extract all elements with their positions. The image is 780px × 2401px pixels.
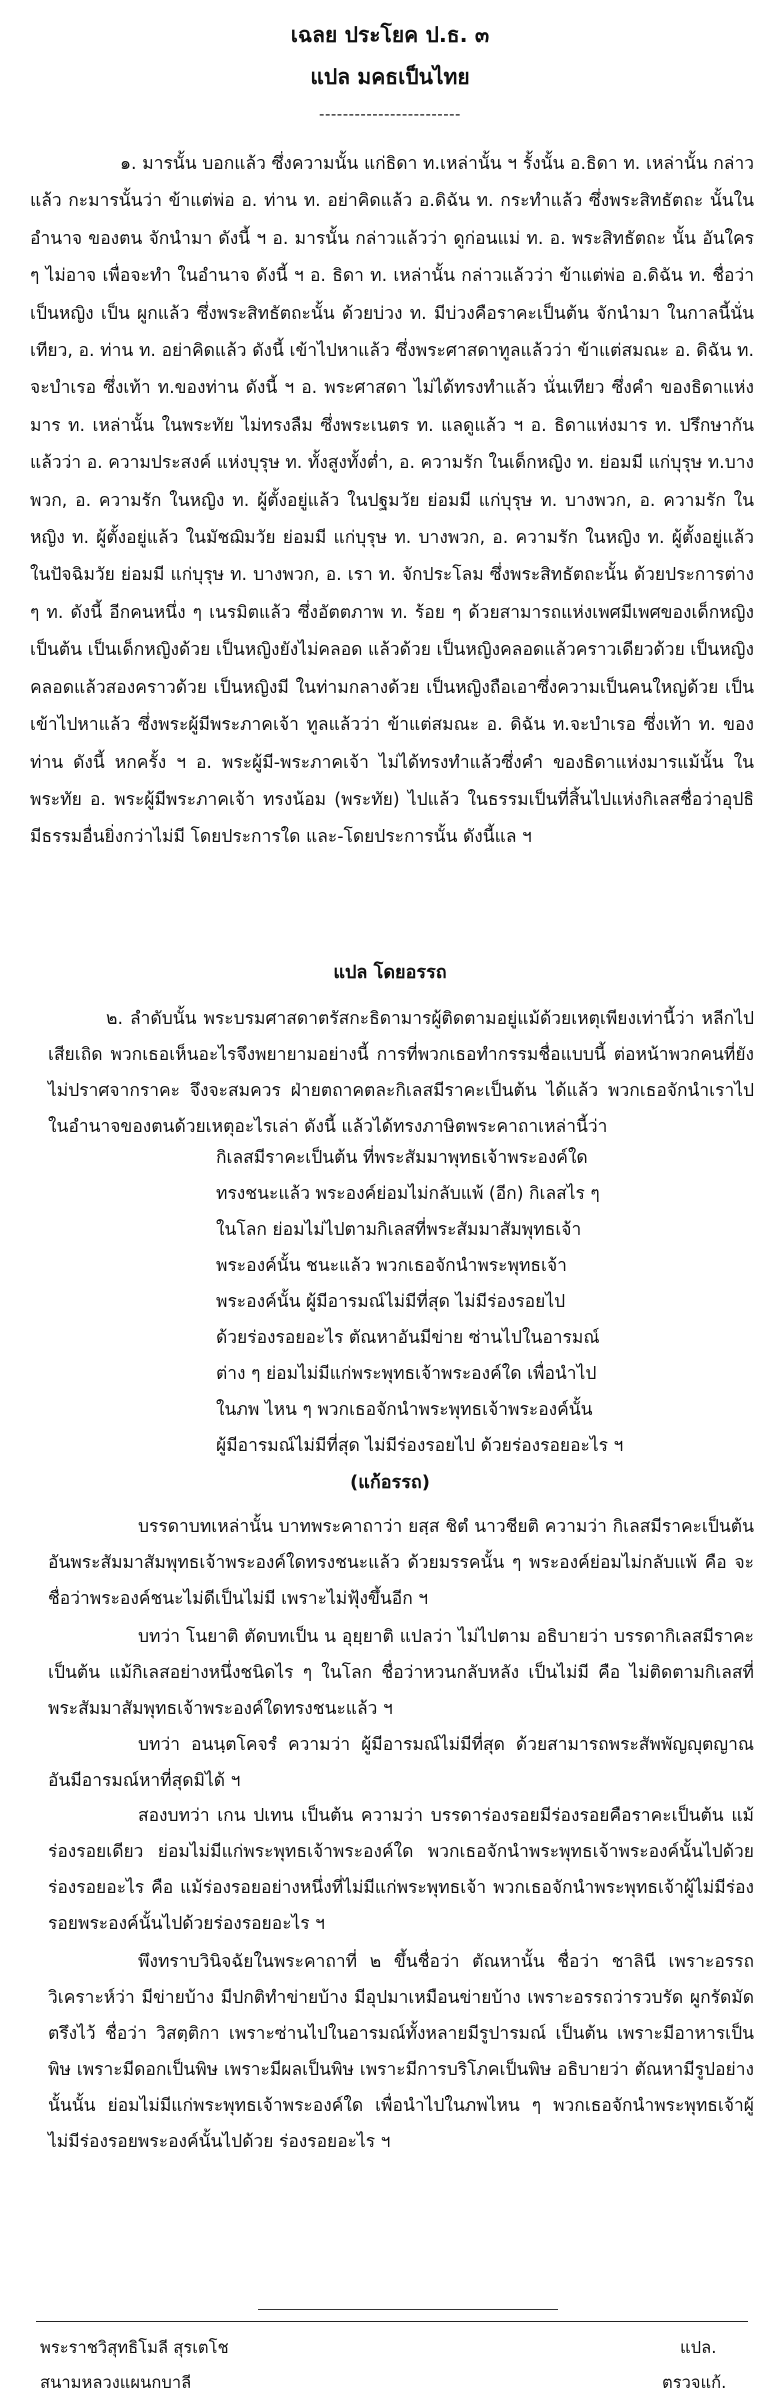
translator-role: แปล.: [680, 2338, 717, 2357]
verse-line: พระองค์นั้น ชนะแล้ว พวกเธอจักนำพระพุทธเจ้า: [216, 1256, 567, 1276]
verse-line: ในภพ ไหน ๆ พวกเธอจักนำพระพุทธเจ้าพระองค์นั้น: [216, 1400, 593, 1420]
page-title: เฉลย ประโยค ป.ธ. ๓: [290, 23, 490, 47]
verse-line: ผู้มีอารมณ์ไม่มีที่สุด ไม่มีร่องรอยไป ด้วยร่องรอยอะไร ฯ: [216, 1436, 624, 1456]
footer-rule: [36, 2321, 748, 2322]
section-heading-meaning: แปล โดยอรรถ: [333, 962, 447, 983]
commentary-paragraph: สองบทว่า เกน ปเทน เป็นต้น ความว่า บรรดาร่องรอยมีร่องรอยคือราคะเป็นต้น แม้ร่องรอยเดียว ย่อมไม่มีแก่พระพุทธเจ้าพระองค์ใด พวกเธอจักนำพระพุทธเจ้าพระองค์นั้นไปด้วยร่องรอยอะไร คือ แม้ร่องรอยอย่างหนึ่งที่ไม่มีแก่พระพุทธเจ้า พวกเธอจักนำพระพุทธเจ้าผู้ไม่มีร่องรอยพระองค์นั้นไปด้วยร่องรอยอะไร ฯ: [48, 1806, 754, 1934]
checker-name: สนามหลวงแผนกบาลี: [40, 2373, 192, 2392]
title-divider: ------------------------: [319, 105, 461, 123]
verse-line: ทรงชนะแล้ว พระองค์ย่อมไม่กลับแพ้ (อีก) กิเลสไร ๆ: [216, 1184, 600, 1204]
translation-paragraph-2: ๒. ลำดับนั้น พระบรมศาสดาตรัสกะธิดามารผู้ติดตามอยู่แม้ด้วยเหตุเพียงเท่านี้ว่า หลีกไปเสียเถิด พวกเธอเห็นอะไรจึงพยายามอย่างนี้ การที่พวกเธอทำกรรมชื่อแบบนี้ ต่อหน้าพวกคนที่ยังไม่ปราศจากราคะ จึงจะสมควร ฝ่ายตถาคตละกิเลสมีราคะเป็นต้น ได้แล้ว พวกเธอจักนำเราไปในอำนาจของตนด้วยเหตุอะไรเล่า ดังนี้ แล้วได้ทรงภาษิตพระคาถาเหล่านี้ว่า: [48, 1009, 754, 1137]
verse-line: กิเลสมีราคะเป็นต้น ที่พระสัมมาพุทธเจ้าพระองค์ใด: [216, 1148, 588, 1168]
commentary-paragraph: พึงทราบวินิจฉัยในพระคาถาที่ ๒ ขึ้นชื่อว่า ตัณหานั้น ชื่อว่า ชาลินี เพราะอรรถวิเคราะห์ว่า มีข่ายบ้าง มีปกติทำข่ายบ้าง มีอุปมาเหมือนข่ายบ้าง เพราะอรรถว่ารวบรัด ผูกรัดมัดตรึงไว้ ชื่อว่า วิสตฺติกา เพราะซ่านไปในอารมณ์ทั้งหลายมีรูปารมณ์ เป็นต้น เพราะมีอาหารเป็นพิษ เพราะมีดอกเป็นพิษ เพราะมีผลเป็นพิษ เพราะมีการบริโภคเป็นพิษ อธิบายว่า ตัณหามีรูปอย่างนั้นนั้น ย่อมไม่มีแก่พระพุทธเจ้าพระองค์ใด เพื่อนำไปในภพไหน ๆ พวกเธอจักนำพระพุทธเจ้าผู้ไม่มีร่องรอยพระองค์นั้นไปด้วย ร่องรอยอะไร ฯ: [48, 1952, 754, 2152]
end-divider: [258, 2309, 558, 2310]
checker-role: ตรวจแก้.: [662, 2373, 727, 2392]
page-subtitle: แปล มคธเป็นไทย: [310, 65, 470, 89]
verse-line: ในโลก ย่อมไม่ไปตามกิเลสที่พระสัมมาสัมพุทธเจ้า: [216, 1220, 582, 1240]
section-heading-commentary: (แก้อรรถ): [350, 1472, 430, 1493]
verse-line: ด้วยร่องรอยอะไร ตัณหาอันมีข่าย ซ่านไปในอารมณ์: [216, 1328, 600, 1348]
translation-paragraph-1: ๑. มารนั้น บอกแล้ว ซึ่งความนั้น แก่ธิดา ท.เหล่านั้น ฯ รั้งนั้น อ.ธิดา ท. เหล่านั้น กล่าวแล้ว กะมารนั้นว่า ข้าแต่พ่อ อ. ท่าน ท. อย่าคิดแล้ว อ.ดิฉัน ท. กระทำแล้ว ซึ่งพระสิทธัตถะ นั้นในอำนาจ ของตน จักนำมา ดังนี้ ฯ อ. มารนั้น กล่าวแล้วว่า ดูก่อนแม่ ท. อ. พระสิทธัตถะ นั้น อันใคร ๆ ไม่อาจ เพื่อจะทำ ในอำนาจ ดังนี้ ฯ อ. ธิดา ท. เหล่านั้น กล่าวแล้วว่า ข้าแต่พ่อ อ.ดิฉัน ท. ชื่อว่าเป็นหญิง เป็น ผูกแล้ว ซึ่งพระสิทธัตถะนั้น ด้วยบ่วง ท. มีบ่วงคือราคะเป็นต้น จักนำมา ในกาลนี้นั่นเทียว, อ. ท่าน ท. อย่าคิดแล้ว ดังนี้ เข้าไปหาแล้ว ซึ่งพระศาสดาทูลแล้วว่า ข้าแต่สมณะ อ. ดิฉัน ท. จะบำเรอ ซึ่งเท้า ท.ของท่าน ดังนี้ ฯ อ. พระศาสดา ไม่ได้ทรงทำแล้ว นั่นเทียว ซึ่งคำ ของธิดาแห่งมาร ท. เหล่านั้น ในพระทัย ไม่ทรงลืม ซึ่งพระเนตร ท. แลดูแล้ว ฯ อ. ธิดาแห่งมาร ท. ปรึกษากันแล้วว่า อ. ความประสงค์ แห่งบุรุษ ท. ทั้งสูงทั้งต่ำ, อ. ความรัก ในเด็กหญิง ท. ย่อมมี แก่บุรุษ ท.บางพวก, อ. ความรัก ในหญิง ท. ผู้ตั้งอยู่แล้ว ในปฐมวัย ย่อมมี แก่บุรุษ ท. บางพวก, อ. ความรัก ในหญิง ท. ผู้ตั้งอยู่แล้ว ในมัชฌิมวัย ย่อมมี แก่บุรุษ ท. บางพวก, อ. ความรัก ในหญิง ท. ผู้ตั้งอยู่แล้ว ในปัจฉิมวัย ย่อมมี แก่บุรุษ ท. บางพวก, อ. เรา ท. จักประโลม ซึ่งพระสิทธัตถะนั้น ด้วยประการต่าง ๆ ท. ดังนี้ อีกคนหนึ่ง ๆ เนรมิตแล้ว ซึ่งอัตตภาพ ท. ร้อย ๆ ด้วยสามารถแห่งเพศมีเพศของเด็กหญิงเป็นต้น เป็นเด็กหญิงด้วย เป็นหญิงยังไม่คลอด แล้วด้วย เป็นหญิงคลอดแล้วคราวเดียวด้วย เป็นหญิงคลอดแล้วสองคราวด้วย เป็นหญิงมี ในท่ามกลางด้วย เป็นหญิงถือเอาซึ่งความเป็นคนใหญ่ด้วย เป็น เข้าไปหาแล้ว ซึ่งพระผู้มีพระภาคเจ้า ทูลแล้วว่า ข้าแต่สมณะ อ. ดิฉัน ท.จะบำเรอ ซึ่งเท้า ท. ของท่าน ดังนี้ หกครั้ง ฯ อ. พระผู้มี-พระภาคเจ้า ไม่ได้ทรงทำแล้วซึ่งคำ ของธิดาแห่งมารแม้นั้น ในพระทัย อ. พระผู้มีพระภาคเจ้า ทรงน้อม (พระทัย) ไปแล้ว ในธรรมเป็นที่สิ้นไปแห่งกิเลสชื่อว่าอุปธิ มีธรรมอื่นยิ่งกว่าไม่มี โดยประการใด และ-โดยประการนั้น ดังนี้แล ฯ: [30, 154, 754, 848]
translator-name: พระราชวิสุทธิโมลี สุรเตโช: [40, 2338, 229, 2357]
verse-line: พระองค์นั้น ผู้มีอารมณ์ไม่มีที่สุด ไม่มีร่องรอยไป: [216, 1292, 566, 1312]
commentary-paragraph: บทว่า อนนฺตโคจรํ ความว่า ผู้มีอารมณ์ไม่มีที่สุด ด้วยสามารถพระสัพพัญญุตญาณอันมีอารมณ์หาที่สุดมิได้ ฯ: [48, 1735, 754, 1791]
commentary-paragraph: บทว่า โนยาติ ตัดบทเป็น น อุยฺยาติ แปลว่า ไม่ไปตาม อธิบายว่า บรรดากิเลสมีราคะเป็นต้น แม้กิเลสอย่างหนึ่งชนิดไร ๆ ในโลก ชื่อว่าหวนกลับหลัง เป็นไม่มี คือ ไม่ติดตามกิเลสที่พระสัมมาสัมพุทธเจ้าพระองค์ใดทรงชนะแล้ว ฯ: [48, 1627, 754, 1719]
commentary-paragraph: บรรดาบทเหล่านั้น บาทพระคาถาว่า ยสฺส ชิตํ นาวชียติ ความว่า กิเลสมีราคะเป็นต้นอันพระสัมมาสัมพุทธเจ้าพระองค์ใดทรงชนะแล้ว ด้วยมรรคนั้น ๆ พระองค์ย่อมไม่กลับแพ้ คือ จะชื่อว่าพระองค์ชนะไม่ดีเป็นไม่มี เพราะไม่ฟุ้งขึ้นอีก ฯ: [48, 1517, 754, 1609]
verse-line: ต่าง ๆ ย่อมไม่มีแก่พระพุทธเจ้าพระองค์ใด เพื่อนำไป: [216, 1364, 597, 1384]
verse-block: [216, 1140, 736, 1464]
